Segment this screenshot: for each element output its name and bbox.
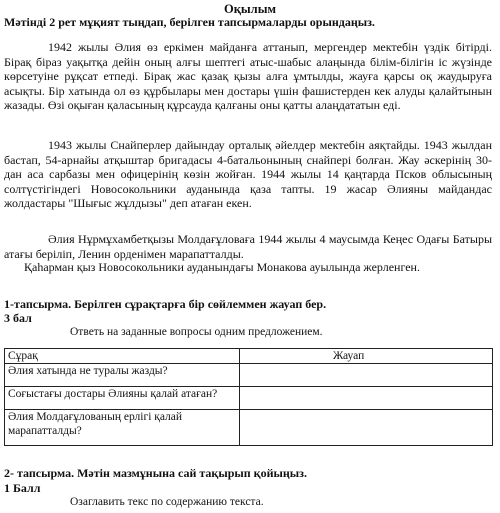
task2-title: 2- тапсырма. Мәтін мазмұнына сай тақырып қойыңыз.: [4, 466, 307, 480]
question-header: Сұрақ: [5, 349, 240, 364]
table-row: [5, 387, 493, 410]
answer-cell[interactable]: [240, 387, 493, 410]
table-row: [5, 410, 493, 446]
question-cell: Соғыстағы достары Әлияны қалай атаған?: [5, 387, 240, 410]
answer-header: Жауап: [240, 349, 493, 364]
paragraph-2: 1943 жылы Снайперлер дайындау орталық әйелдер мектебін аяқтайды. 1943 жылдан бастап, 54-арнайы атқыштар бригадасы 4-батальонының снайпері болған. Жау әскерінің 30-дан аса сарбазы мен офицерінің көзін жойған. 1944 жылы 14 қаңтарда Псков облысының солтүстігіндегі Новосокольники ауданында қаза тапты. 19 жасар Әлияны майдандас жолдастары "Шығыс жұлдызы" деп атаған екен.: [4, 138, 492, 211]
task2-points: 1 Балл: [4, 481, 41, 495]
qa-table: [4, 348, 493, 446]
instruction: Мәтінді 2 рет мұқият тыңдап, берілген тапсырмаларды орындаңыз.: [4, 15, 375, 29]
paragraph-3: Әлия Нұрмұхамбетқызы Молдағұловаға 1944 жылы 4 маусымда Кеңес Одағы Батыры атағы беріліп, Ленин орденімен марапатталды.: [4, 232, 492, 261]
table-header-row: [5, 349, 493, 364]
task1-title: 1-тапсырма. Берілген сұрақтарға бір сөйлеммен жауап бер.: [4, 297, 327, 311]
task2-subtitle: Озаглавить текс по содержанию текста.: [70, 496, 264, 508]
question-cell: Әлия хатында не туралы жазды?: [5, 364, 240, 387]
task1-subtitle: Ответь на заданные вопросы одним предложением.: [70, 326, 323, 338]
page-title: Оқылым: [224, 2, 276, 16]
task1-points: 3 бал: [4, 311, 32, 325]
table-row: [5, 364, 493, 387]
paragraph-4: Қаһарман қыз Новосокольники ауданындағы Монакова ауылында жерленген.: [24, 260, 420, 274]
answer-cell[interactable]: [240, 364, 493, 387]
question-cell: Әлия Молдағұлованың ерлігі қалай марапатталды?: [5, 410, 240, 446]
paragraph-1: 1942 жылы Әлия өз еркімен майданға аттанып, мергендер мектебін үздік бітірді. Бірақ біраз уақытқа дейін оның алғы шептегі атыс-шабыс алаңында білім-білігін іс жүзінде көрсетуіне рұқсат етпеді. Бірақ жас қазақ қызы алға ұмтылды, жауға қарсы оқ жаудыруға асықты. Бір хатында ол өз құрбылары мен достары үшін фашистерден кек алуды қалайтынын жазады. Өзі оқыған қаласының құрсауда қалғаны оны қатты алаңдататын еді.: [4, 40, 492, 113]
answer-cell[interactable]: [240, 410, 493, 446]
